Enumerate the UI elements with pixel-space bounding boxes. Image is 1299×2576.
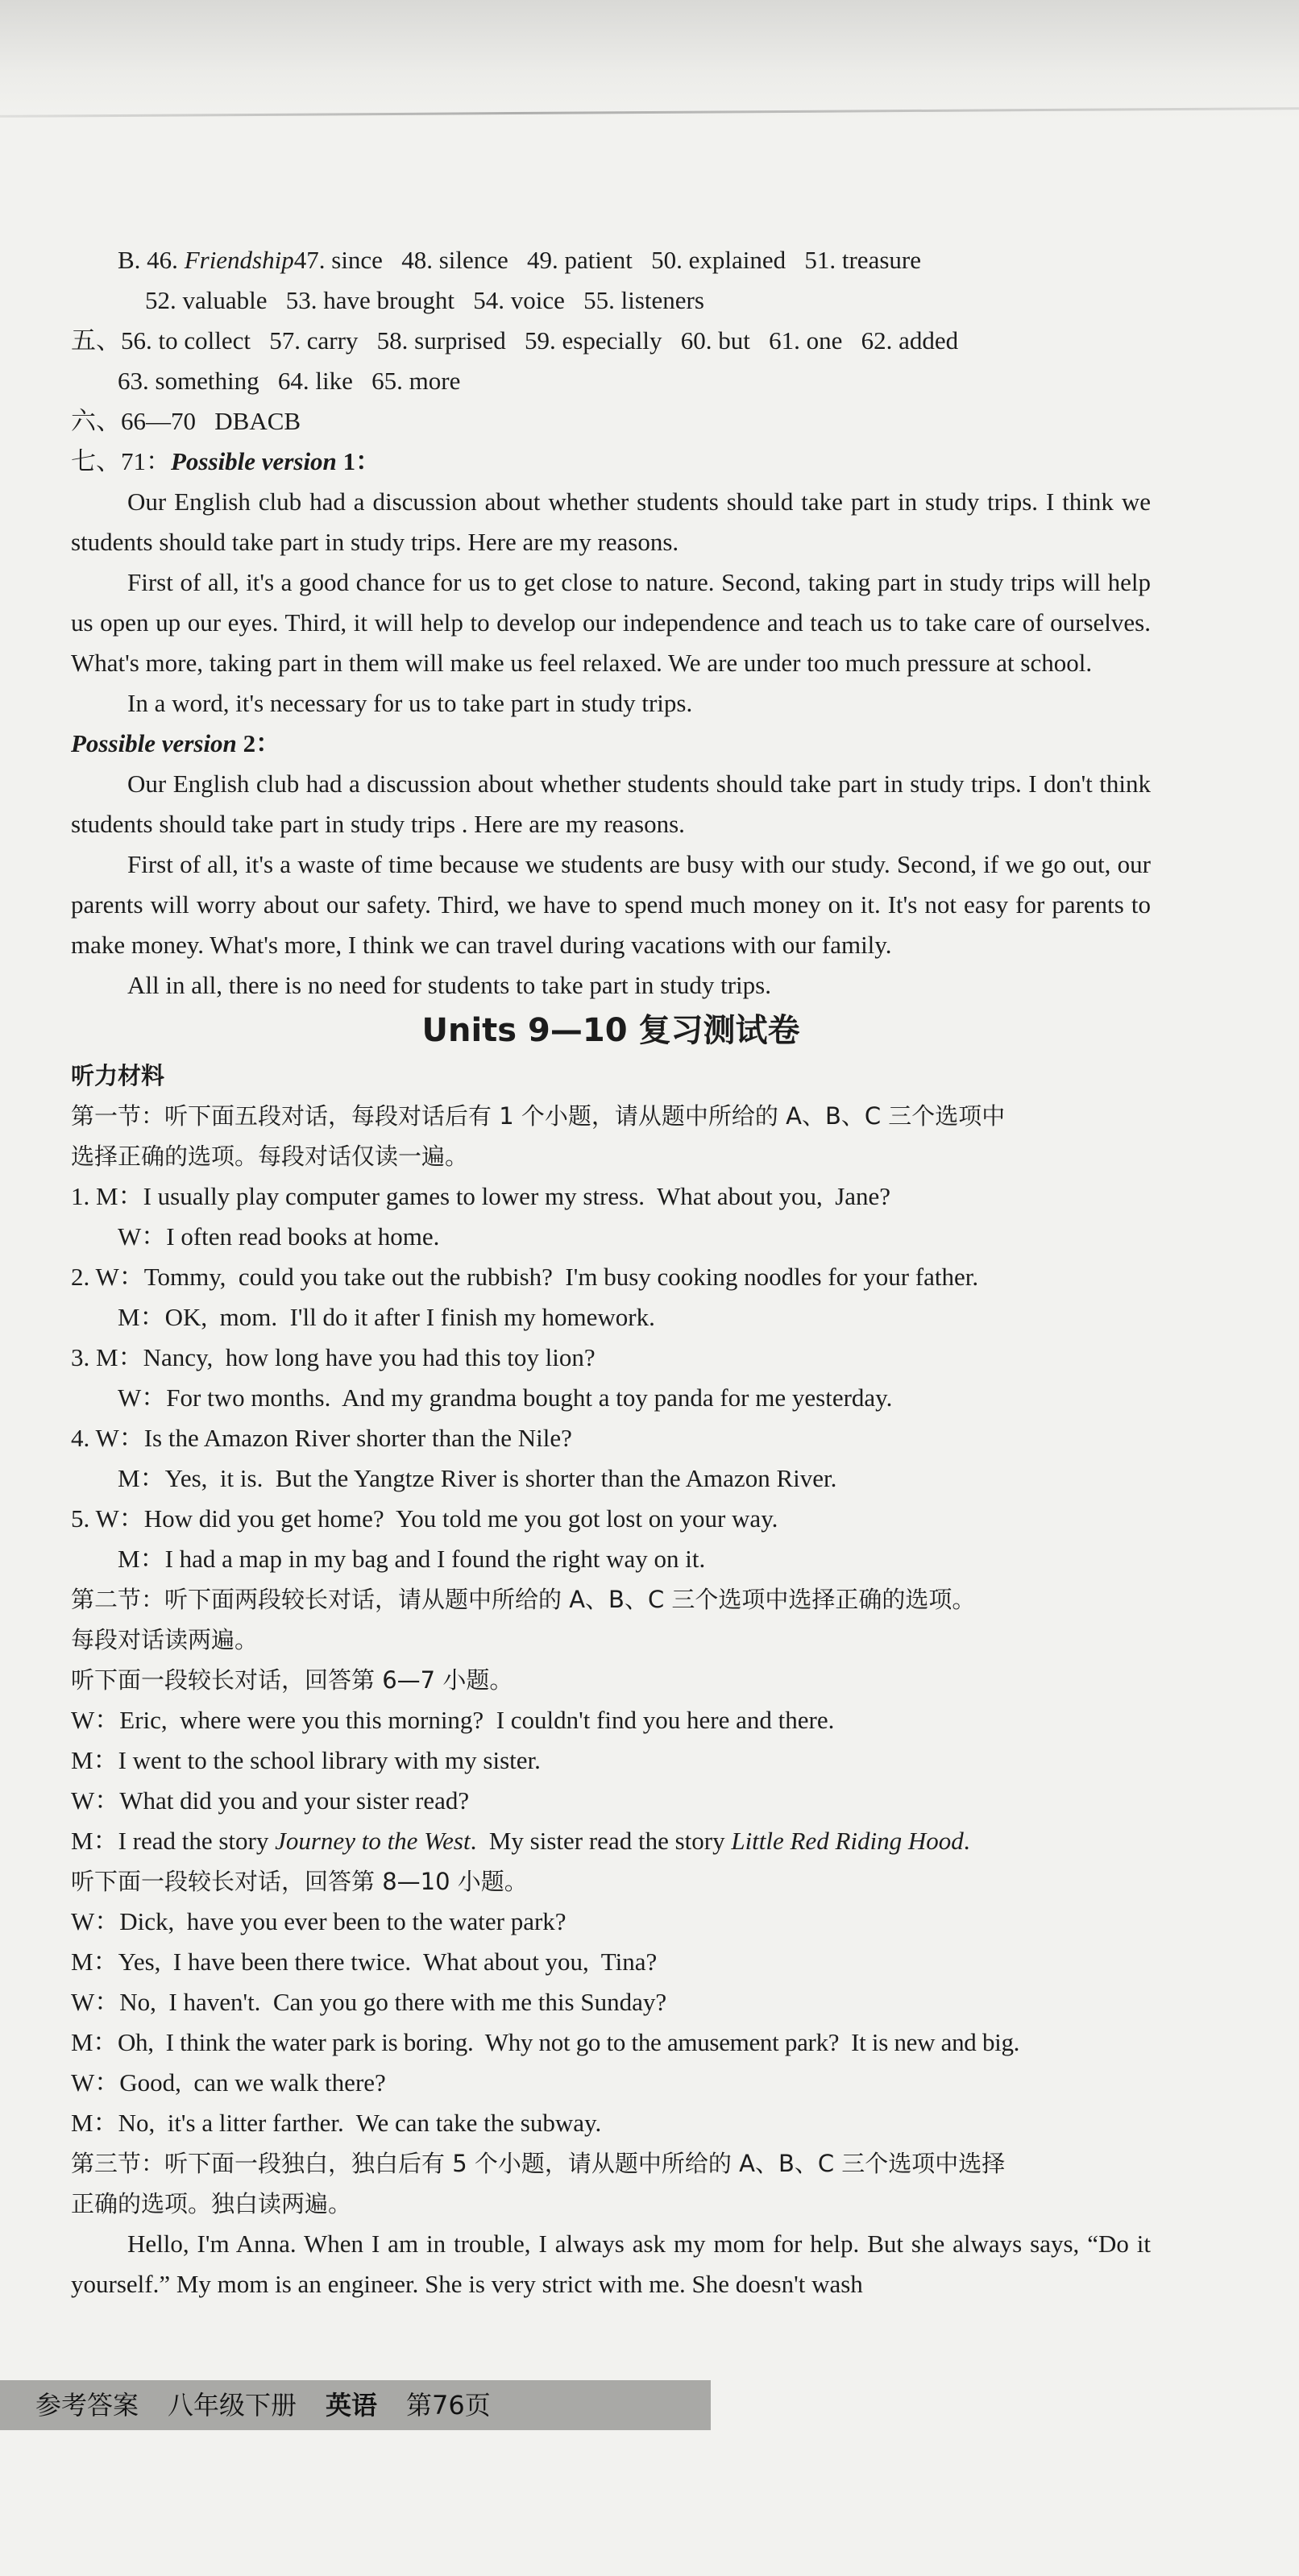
conv2-line-3: W：No, I haven't. Can you go there with me this Sunday? — [71, 1988, 667, 2016]
conv2-line-2: M：Yes, I have been there twice. What about you, Tina? — [71, 1948, 658, 1976]
dialog-1-m: 1. M：I usually play computer games to lower my stress. What about you, Jane? — [71, 1182, 891, 1210]
part1-instruction-line1: 第一节：听下面五段对话，每段对话后有 1 个小题，请从题中所给的 A、B、C 三个选项中 — [71, 1102, 1006, 1130]
b-friendship: Friendship — [184, 246, 294, 274]
pv2-paragraph-3: All in all, there is no need for students to take part in study trips. — [127, 971, 771, 999]
dialog-5-w: 5. W：How did you get home? You told me you got lost on your way. — [71, 1504, 778, 1533]
pv1-label: Possible version — [171, 447, 337, 475]
dialog-5-m: M：I had a map in my bag and I found the right way on it. — [118, 1545, 706, 1573]
section-title: Units 9—10 复习测试卷 — [421, 1012, 800, 1049]
c1-4c: . My sister read the story — [470, 1827, 732, 1855]
conv2-line-1: W：Dick, have you ever been to the water park? — [71, 1907, 566, 1935]
part1-instruction-line2: 选择正确的选项。每段对话仅读一遍。 — [71, 1143, 469, 1170]
monologue-paragraph: Hello, I'm Anna. When I am in trouble, I always ask my mom for help. But she always says, “Do it yourself.” My mom is an engineer. She is very strict with me. She doesn't wash — [71, 2230, 1151, 2298]
part3-instruction-line1: 第三节：听下面一段独白，独白后有 5 个小题，请从题中所给的 A、B、C 三个选项中选择 — [71, 2150, 1006, 2177]
dialog-2-m: M：OK, mom. I'll do it after I finish my homework. — [118, 1303, 655, 1331]
pv1-num: 1： — [336, 447, 381, 475]
conv1-line-4 — [71, 1821, 1151, 1861]
pv2-paragraph-2: First of all, it's a waste of time because we students are busy with our study. Second, if we go out, our parents will worry about our safety. Third, we have to spend much money on it. It's not easy for parents to make money. What's more, I think we can travel during vacations with our family. — [71, 850, 1151, 959]
conv1-line-1: W：Eric, where were you this morning? I couldn't find you here and there. — [71, 1706, 835, 1734]
dialog-4-m: M：Yes, it is. But the Yangtze River is shorter than the Amazon River. — [118, 1464, 837, 1492]
scan-edge — [0, 0, 1299, 121]
pv2-num: 2： — [236, 729, 281, 757]
page-footer — [0, 2380, 711, 2430]
c1-4e: . — [963, 1827, 970, 1855]
footer-book: 参考答案 — [35, 2390, 139, 2420]
c1-4a: M：I read the story — [71, 1827, 276, 1855]
answer-liu: 六、66—70 DBACB — [71, 407, 301, 435]
part2-instruction-line2: 每段对话读两遍。 — [71, 1626, 259, 1653]
dialog-3-w: W：For two months. And my grandma bought a toy panda for me yesterday. — [118, 1383, 893, 1412]
book-title-journey: Journey to the West — [275, 1827, 471, 1855]
part2-instruction-line1: 第二节：听下面两段较长对话，请从题中所给的 A、B、C 三个选项中选择正确的选项。 — [71, 1586, 976, 1613]
qi-prefix: 七、71： — [71, 447, 171, 475]
pv1-paragraph-3: In a word, it's necessary for us to take part in study trips. — [127, 689, 693, 717]
b-prefix: B. 46. — [118, 246, 185, 274]
part3-instruction-line2: 正确的选项。独白读两遍。 — [71, 2190, 352, 2217]
footer-grade: 八年级下册 — [168, 2390, 297, 2420]
conv2-line-5: W：Good, can we walk there? — [71, 2068, 386, 2097]
pv1-paragraph-1: Our English club had a discussion about whether students should take part in study trips. I think we students should take part in study trips. Here are my reasons. — [71, 487, 1151, 556]
listening-heading: 听力材料 — [71, 1062, 165, 1089]
footer-page: 第76页 — [406, 2390, 491, 2420]
page-content — [71, 240, 1151, 2304]
pv2-paragraph-1: Our English club had a discussion about whether students should take part in study trips. I don't think students should take part in study trips . Here are my reasons. — [71, 769, 1151, 838]
pv2-label: Possible version — [71, 729, 237, 757]
dialog-3-m: 3. M：Nancy, how long have you had this toy lion? — [71, 1343, 596, 1371]
answer-b-line1 — [71, 240, 1151, 280]
dialog-1-w: W：I often read books at home. — [118, 1222, 440, 1251]
conv2-line-6: M：No, it's a litter farther. We can take the subway. — [71, 2109, 602, 2137]
answer-wu-line2: 63. something 64. like 65. more — [118, 367, 461, 395]
conv1-line-2: M：I went to the school library with my sister. — [71, 1746, 541, 1774]
answer-b-line2: 52. valuable 53. have brought 54. voice 55. listeners — [145, 286, 704, 314]
conv2-line-4: M：Oh, I think the water park is boring. Why not go to the amusement park? It is new and big. — [71, 2028, 1020, 2056]
pv2-heading — [71, 724, 1151, 764]
conversation-2-intro: 听下面一段较长对话，回答第 8—10 小题。 — [71, 1868, 528, 1895]
pv1-paragraph-2: First of all, it's a good chance for us to get close to nature. Second, taking part in study trips will help us open up our eyes. Third, it will help to develop our independence and teach us to take care of ourselves. What's more, taking part in them will make us feel relaxed. We are under too much pressure at school. — [71, 568, 1151, 677]
conv1-line-3: W：What did you and your sister read? — [71, 1786, 470, 1815]
conversation-1-intro: 听下面一段较长对话，回答第 6—7 小题。 — [71, 1666, 513, 1694]
dialog-2-w: 2. W：Tommy, could you take out the rubbish? I'm busy cooking noodles for your father. — [71, 1263, 979, 1291]
dialog-4-w: 4. W：Is the Amazon River shorter than the Nile? — [71, 1424, 572, 1452]
book-title-red-riding-hood: Little Red Riding Hood — [731, 1827, 964, 1855]
answer-qi-heading — [71, 442, 1151, 482]
footer-subject: 英语 — [326, 2390, 378, 2420]
b-rest: 47. since 48. silence 49. patient 50. explained 51. treasure — [293, 246, 921, 274]
answer-wu-line1: 五、56. to collect 57. carry 58. surprised 59. especially 60. but 61. one 62. added — [71, 326, 959, 355]
